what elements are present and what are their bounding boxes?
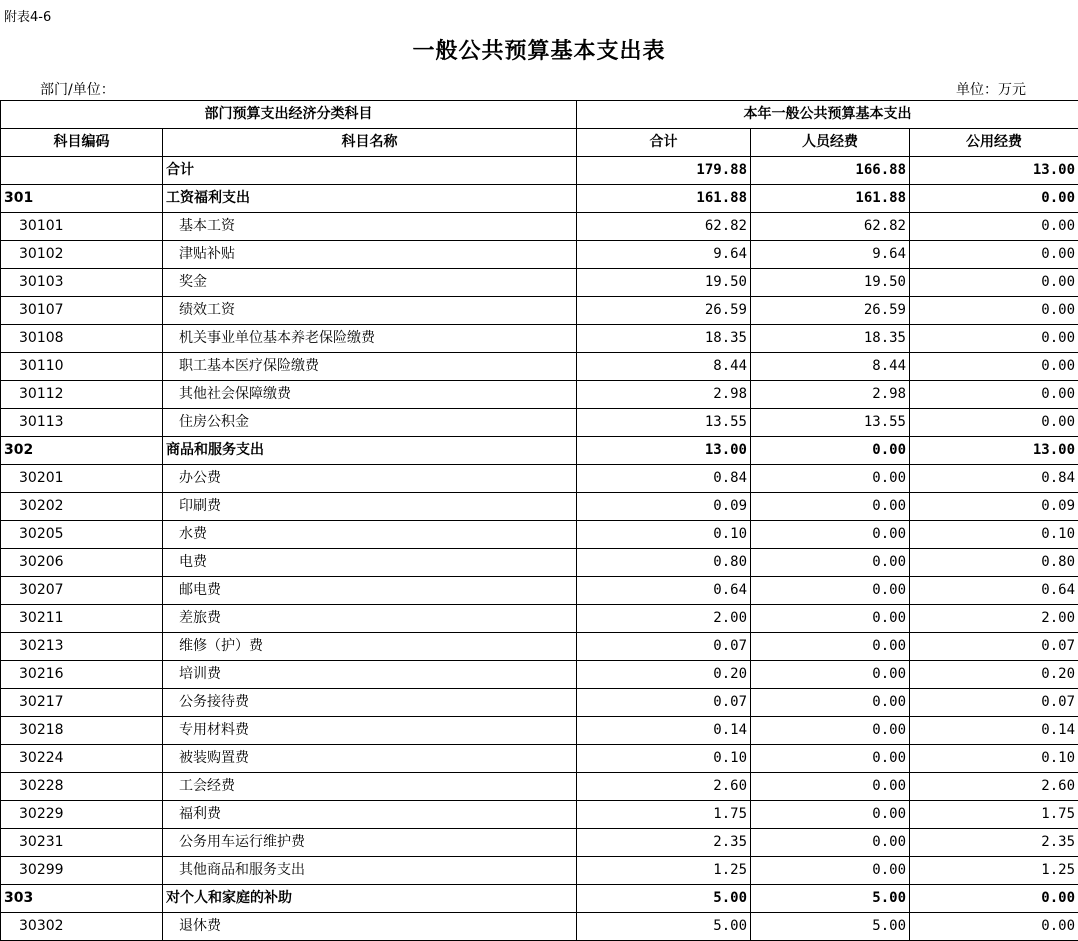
- cell-personnel: 0.00: [751, 829, 910, 857]
- table-row: [1, 605, 1078, 633]
- table-row: [1, 913, 1078, 941]
- table-row: [1, 269, 1078, 297]
- cell-total: 0.09: [577, 493, 751, 521]
- cell-total: 13.00: [577, 437, 751, 465]
- cell-code: 30213: [1, 633, 163, 661]
- cell-total: 179.88: [577, 157, 751, 185]
- cell-name: 基本工资: [163, 213, 577, 241]
- cell-name: 津贴补贴: [163, 241, 577, 269]
- cell-code: 30107: [1, 297, 163, 325]
- cell-name: 专用材料费: [163, 717, 577, 745]
- cell-code: 30216: [1, 661, 163, 689]
- cell-code: 30108: [1, 325, 163, 353]
- cell-public: 0.64: [910, 577, 1078, 605]
- cell-name: 培训费: [163, 661, 577, 689]
- cell-total: 0.10: [577, 521, 751, 549]
- cell-code: 301: [1, 185, 163, 213]
- table-row: [1, 409, 1078, 437]
- cell-code: 30113: [1, 409, 163, 437]
- cell-personnel: 13.55: [751, 409, 910, 437]
- cell-personnel: 2.98: [751, 381, 910, 409]
- table-row: [1, 297, 1078, 325]
- cell-public: 0.07: [910, 633, 1078, 661]
- cell-public: 0.00: [910, 213, 1078, 241]
- cell-public: 0.00: [910, 409, 1078, 437]
- cell-personnel: 166.88: [751, 157, 910, 185]
- cell-personnel: 0.00: [751, 689, 910, 717]
- cell-code: 30201: [1, 465, 163, 493]
- cell-total: 13.55: [577, 409, 751, 437]
- cell-personnel: 5.00: [751, 885, 910, 913]
- cell-public: 0.20: [910, 661, 1078, 689]
- cell-public: 0.00: [910, 325, 1078, 353]
- cell-name: 印刷费: [163, 493, 577, 521]
- cell-name: 退休费: [163, 913, 577, 941]
- appendix-label: 附表4-6: [4, 10, 52, 25]
- cell-total: 1.25: [577, 857, 751, 885]
- cell-public: 0.00: [910, 241, 1078, 269]
- cell-name: 其他商品和服务支出: [163, 857, 577, 885]
- cell-total: 2.98: [577, 381, 751, 409]
- cell-name: 公务接待费: [163, 689, 577, 717]
- cell-total: 5.00: [577, 913, 751, 941]
- cell-code: 30207: [1, 577, 163, 605]
- table-row: [1, 381, 1078, 409]
- cell-public: 0.10: [910, 745, 1078, 773]
- cell-name: 被装购置费: [163, 745, 577, 773]
- cell-public: 0.00: [910, 297, 1078, 325]
- cell-total: 0.80: [577, 549, 751, 577]
- cell-name: 住房公积金: [163, 409, 577, 437]
- cell-personnel: 161.88: [751, 185, 910, 213]
- cell-name: 商品和服务支出: [163, 437, 577, 465]
- cell-total: 161.88: [577, 185, 751, 213]
- header-code: 科目编码: [1, 129, 163, 157]
- cell-code: 30112: [1, 381, 163, 409]
- cell-public: 2.60: [910, 773, 1078, 801]
- header-group-left: 部门预算支出经济分类科目: [1, 101, 577, 129]
- cell-public: 0.84: [910, 465, 1078, 493]
- cell-code: 30103: [1, 269, 163, 297]
- cell-personnel: 0.00: [751, 577, 910, 605]
- cell-personnel: 0.00: [751, 437, 910, 465]
- table-row: [1, 661, 1078, 689]
- cell-personnel: 0.00: [751, 493, 910, 521]
- table-row: [1, 213, 1078, 241]
- cell-personnel: 0.00: [751, 773, 910, 801]
- header-total: 合计: [577, 129, 751, 157]
- cell-personnel: 5.00: [751, 913, 910, 941]
- cell-total: 26.59: [577, 297, 751, 325]
- cell-name: 电费: [163, 549, 577, 577]
- cell-total: 8.44: [577, 353, 751, 381]
- cell-total: 0.07: [577, 689, 751, 717]
- table-row: [1, 829, 1078, 857]
- header-group-right: 本年一般公共预算基本支出: [577, 101, 1078, 129]
- cell-personnel: 0.00: [751, 521, 910, 549]
- table-row: [1, 353, 1078, 381]
- header-group-row: [1, 101, 1078, 129]
- category-row: [1, 437, 1078, 465]
- cell-name: 公务用车运行维护费: [163, 829, 577, 857]
- cell-personnel: 0.00: [751, 745, 910, 773]
- cell-personnel: 0.00: [751, 633, 910, 661]
- header-name: 科目名称: [163, 129, 577, 157]
- cell-code: 30202: [1, 493, 163, 521]
- unit-label: 单位：万元: [956, 82, 1026, 98]
- cell-total: 0.64: [577, 577, 751, 605]
- cell-name: 绩效工资: [163, 297, 577, 325]
- cell-code: 30211: [1, 605, 163, 633]
- cell-public: 0.00: [910, 185, 1078, 213]
- cell-personnel: 19.50: [751, 269, 910, 297]
- table-row: [1, 577, 1078, 605]
- cell-public: 0.80: [910, 549, 1078, 577]
- cell-name: 维修（护）费: [163, 633, 577, 661]
- cell-public: 0.00: [910, 913, 1078, 941]
- table-row: [1, 549, 1078, 577]
- cell-code: 30102: [1, 241, 163, 269]
- cell-public: 0.07: [910, 689, 1078, 717]
- cell-name: 差旅费: [163, 605, 577, 633]
- cell-code: 30229: [1, 801, 163, 829]
- cell-total: 19.50: [577, 269, 751, 297]
- cell-public: 0.10: [910, 521, 1078, 549]
- cell-code: 30205: [1, 521, 163, 549]
- cell-public: 0.00: [910, 269, 1078, 297]
- table-row: [1, 689, 1078, 717]
- table-row: [1, 465, 1078, 493]
- cell-name: 奖金: [163, 269, 577, 297]
- category-row: [1, 885, 1078, 913]
- cell-personnel: 0.00: [751, 605, 910, 633]
- cell-personnel: 0.00: [751, 857, 910, 885]
- cell-personnel: 0.00: [751, 661, 910, 689]
- cell-personnel: 0.00: [751, 465, 910, 493]
- cell-personnel: 0.00: [751, 549, 910, 577]
- cell-code: 30231: [1, 829, 163, 857]
- cell-name: 机关事业单位基本养老保险缴费: [163, 325, 577, 353]
- cell-total: 2.35: [577, 829, 751, 857]
- cell-name: 办公费: [163, 465, 577, 493]
- cell-public: 0.14: [910, 717, 1078, 745]
- cell-personnel: 26.59: [751, 297, 910, 325]
- cell-code: 30228: [1, 773, 163, 801]
- cell-total: 18.35: [577, 325, 751, 353]
- table-row: [1, 325, 1078, 353]
- cell-name: 对个人和家庭的补助: [163, 885, 577, 913]
- cell-name: 水费: [163, 521, 577, 549]
- cell-code: 30206: [1, 549, 163, 577]
- table-row: [1, 745, 1078, 773]
- cell-public: 1.25: [910, 857, 1078, 885]
- cell-total: 0.84: [577, 465, 751, 493]
- cell-total: 2.00: [577, 605, 751, 633]
- cell-total: 62.82: [577, 213, 751, 241]
- cell-personnel: 9.64: [751, 241, 910, 269]
- cell-personnel: 62.82: [751, 213, 910, 241]
- cell-code: 30217: [1, 689, 163, 717]
- table-row: [1, 801, 1078, 829]
- cell-name: 职工基本医疗保险缴费: [163, 353, 577, 381]
- cell-public: 0.00: [910, 353, 1078, 381]
- cell-code: [1, 157, 163, 185]
- cell-code: 302: [1, 437, 163, 465]
- cell-name: 合计: [163, 157, 577, 185]
- cell-total: 0.14: [577, 717, 751, 745]
- cell-name: 其他社会保障缴费: [163, 381, 577, 409]
- cell-public: 0.00: [910, 381, 1078, 409]
- cell-personnel: 8.44: [751, 353, 910, 381]
- page-title: 一般公共预算基本支出表: [412, 39, 666, 64]
- table-row: [1, 857, 1078, 885]
- cell-public: 13.00: [910, 437, 1078, 465]
- cell-name: 福利费: [163, 801, 577, 829]
- cell-total: 2.60: [577, 773, 751, 801]
- cell-personnel: 0.00: [751, 801, 910, 829]
- total-row: [1, 157, 1078, 185]
- category-row: [1, 185, 1078, 213]
- cell-code: 30218: [1, 717, 163, 745]
- table-row: [1, 493, 1078, 521]
- cell-public: 1.75: [910, 801, 1078, 829]
- header-public: 公用经费: [910, 129, 1078, 157]
- cell-code: 30101: [1, 213, 163, 241]
- header-column-row: [1, 129, 1078, 157]
- cell-public: 13.00: [910, 157, 1078, 185]
- table-row: [1, 633, 1078, 661]
- table-row: [1, 717, 1078, 745]
- table-row: [1, 773, 1078, 801]
- department-label: 部门/单位：: [40, 82, 115, 98]
- cell-total: 1.75: [577, 801, 751, 829]
- cell-public: 0.09: [910, 493, 1078, 521]
- header-personnel: 人员经费: [751, 129, 910, 157]
- cell-public: 2.35: [910, 829, 1078, 857]
- cell-code: 30302: [1, 913, 163, 941]
- cell-personnel: 18.35: [751, 325, 910, 353]
- cell-name: 邮电费: [163, 577, 577, 605]
- cell-total: 0.07: [577, 633, 751, 661]
- table-row: [1, 521, 1078, 549]
- cell-total: 9.64: [577, 241, 751, 269]
- cell-name: 工资福利支出: [163, 185, 577, 213]
- cell-code: 303: [1, 885, 163, 913]
- cell-public: 0.00: [910, 885, 1078, 913]
- cell-code: 30110: [1, 353, 163, 381]
- cell-public: 2.00: [910, 605, 1078, 633]
- table-row: [1, 241, 1078, 269]
- budget-table: [0, 100, 1078, 941]
- cell-code: 30224: [1, 745, 163, 773]
- cell-personnel: 0.00: [751, 717, 910, 745]
- cell-name: 工会经费: [163, 773, 577, 801]
- cell-code: 30299: [1, 857, 163, 885]
- cell-total: 0.10: [577, 745, 751, 773]
- cell-total: 0.20: [577, 661, 751, 689]
- cell-total: 5.00: [577, 885, 751, 913]
